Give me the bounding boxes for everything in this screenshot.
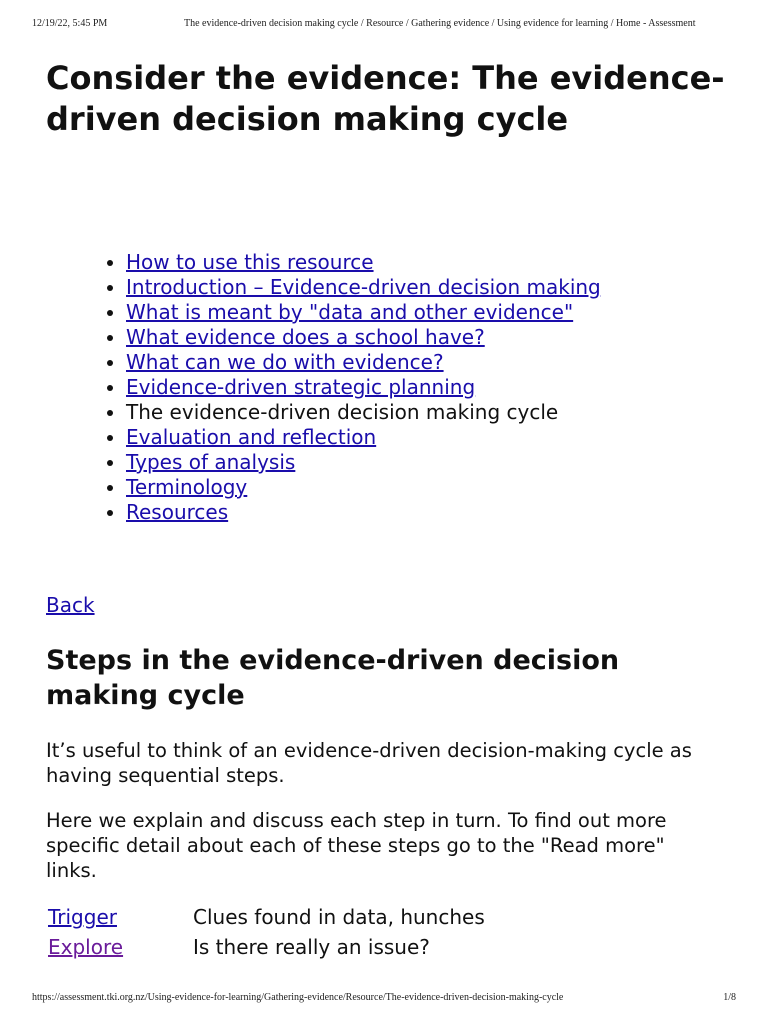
toc-item[interactable] <box>126 425 601 450</box>
toc-item[interactable] <box>126 450 601 475</box>
step-link-explore[interactable]: Explore <box>48 935 124 959</box>
toc-link-data-meaning[interactable]: What is meant by "data and other evidence" <box>126 300 574 324</box>
toc-item[interactable] <box>126 250 601 275</box>
toc-link-strategic-planning[interactable]: Evidence-driven strategic planning <box>126 375 476 399</box>
page-title: Consider the evidence: The evidence-driven decision making cycle <box>46 59 725 138</box>
steps-table <box>46 905 485 965</box>
print-url: https://assessment.tki.org.nz/Using-evidence-for-learning/Gathering-evidence/Resource/The-evidence-driven-decision-making-cycle <box>32 992 564 1003</box>
toc-item[interactable] <box>126 500 601 525</box>
toc-current-page: The evidence-driven decision making cycle <box>126 400 559 424</box>
toc-item[interactable] <box>126 350 601 375</box>
toc-link-evaluation[interactable]: Evaluation and reflection <box>126 425 377 449</box>
page-number: 1/8 <box>723 992 736 1003</box>
toc-item-current <box>126 400 601 425</box>
toc-item[interactable] <box>126 375 601 400</box>
explain-paragraph: Here we explain and discuss each step in turn. To find out more specific detail about each of these steps go to the "Read more" links. <box>46 809 667 882</box>
toc-item[interactable] <box>126 275 601 300</box>
table-row <box>46 935 485 965</box>
toc-link-school-evidence[interactable]: What evidence does a school have? <box>126 325 485 349</box>
toc-link-what-can-we-do[interactable]: What can we do with evidence? <box>126 350 444 374</box>
toc-link-how-to-use[interactable]: How to use this resource <box>126 250 374 274</box>
table-of-contents <box>80 250 601 525</box>
step-description: Is there really an issue? <box>193 935 430 959</box>
back-link[interactable]: Back <box>46 593 95 617</box>
toc-link-resources[interactable]: Resources <box>126 500 229 524</box>
toc-link-introduction[interactable]: Introduction – Evidence-driven decision making <box>126 275 601 299</box>
toc-link-terminology[interactable]: Terminology <box>126 475 248 499</box>
section-heading: Steps in the evidence-driven decision making cycle <box>46 645 620 711</box>
toc-link-types-of-analysis[interactable]: Types of analysis <box>126 450 296 474</box>
step-link-trigger[interactable]: Trigger <box>48 905 117 929</box>
print-date: 12/19/22, 5:45 PM <box>32 18 108 29</box>
toc-item[interactable] <box>126 300 601 325</box>
toc-item[interactable] <box>126 325 601 350</box>
toc-item[interactable] <box>126 475 601 500</box>
table-row <box>46 905 485 935</box>
print-page-title: The evidence-driven decision making cycle / Resource / Gathering evidence / Using evidence for learning / Home - Assessment <box>184 18 696 29</box>
intro-paragraph: It’s useful to think of an evidence-driven decision-making cycle as having sequential steps. <box>46 739 692 787</box>
step-description: Clues found in data, hunches <box>193 905 485 929</box>
